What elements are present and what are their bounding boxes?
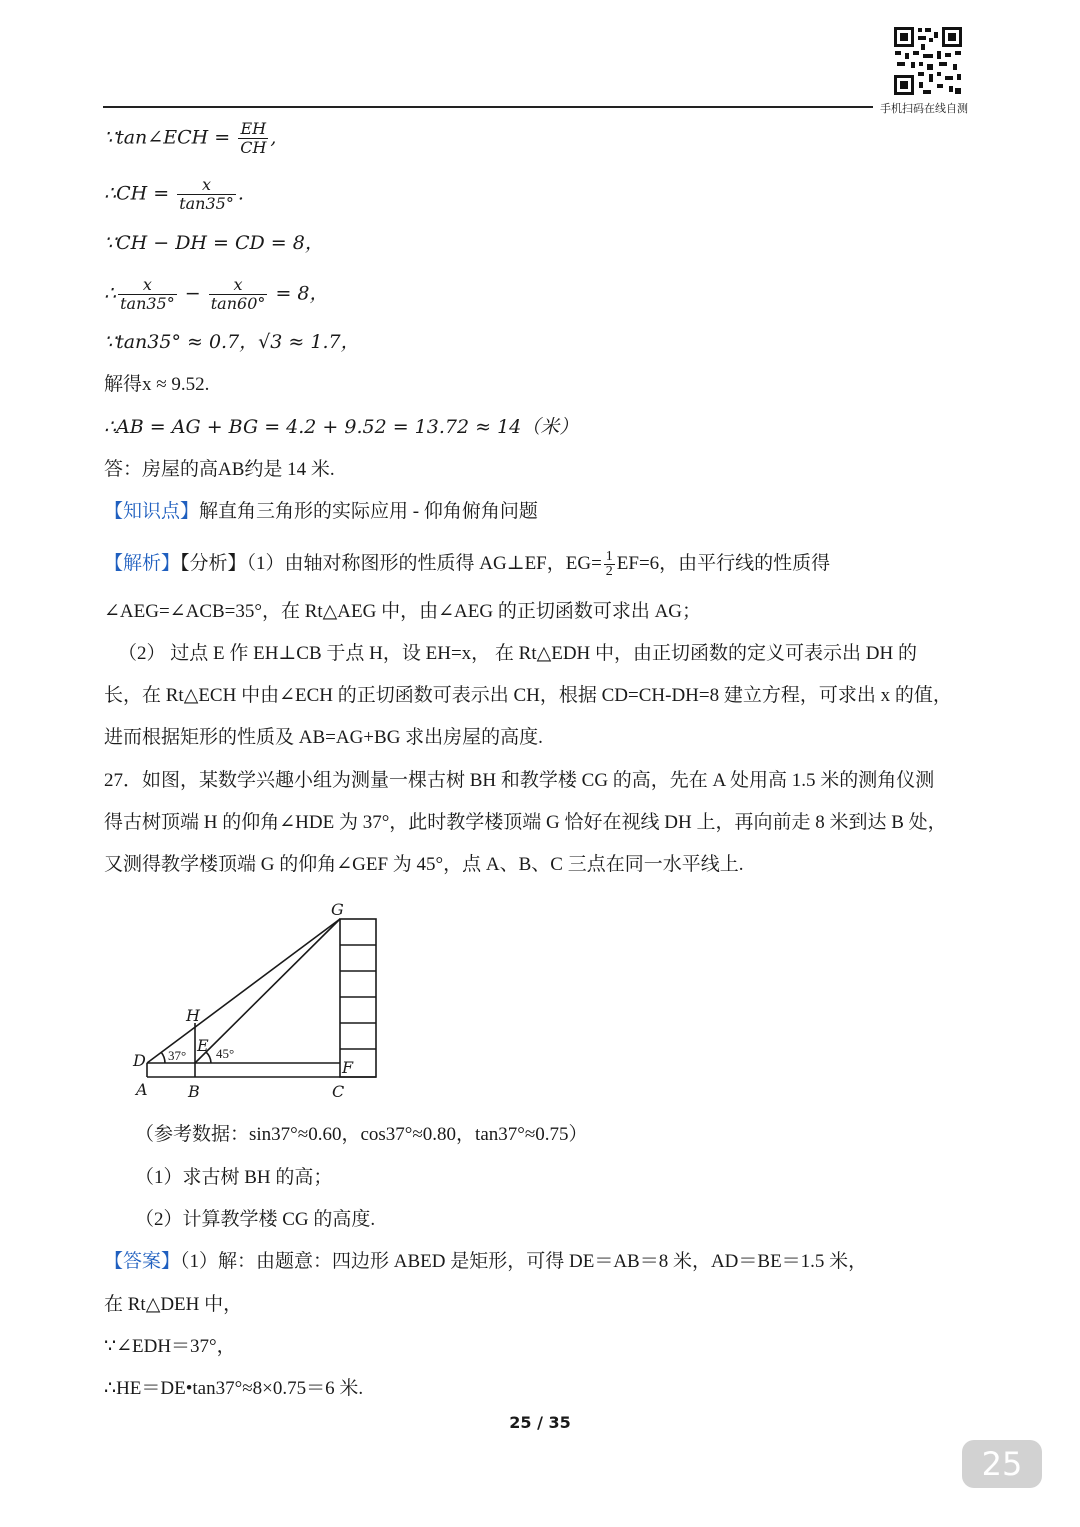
equation-text: − [184, 282, 201, 305]
equation-text: = 8， [275, 282, 329, 305]
fraction [209, 276, 268, 313]
analysis-line-2: ∠AEG=∠ACB=35°，在 Rt△AEG 中，由∠AEG 的正切函数可求出 AG； [104, 601, 702, 622]
answer-line-4: ∴HE＝DE•tan37°≈8×0.75＝6 米. [104, 1378, 364, 1399]
answer-text: （1）解：由题意：四边形 ABED 是矩形，可得 DE＝AB＝8 米，AD＝BE＝1.5 米， [180, 1251, 868, 1272]
equation-text: ∴ [104, 282, 117, 305]
equation-line-5: ∵tan35° ≈ 0.7，√3 ≈ 1.7， [104, 331, 360, 353]
equation-text: , [270, 126, 277, 149]
qr-caption: 手机扫码在线自测 [880, 102, 968, 115]
question-2: （2）计算教学楼 CG 的高度. [135, 1209, 376, 1230]
numerator: x [118, 276, 177, 295]
knowledge-tag: 【知识点】 [104, 501, 200, 522]
answer-line-3: ∵∠EDH＝37°， [104, 1336, 236, 1357]
equation-text: . [237, 182, 244, 205]
equation-line-1 [104, 120, 276, 157]
fraction [118, 276, 177, 313]
denominator: CH [240, 138, 267, 157]
equation-line-2 [104, 176, 244, 213]
page-number: 25 / 35 [509, 1413, 571, 1432]
equation-text: ∴CH = [104, 182, 170, 205]
label-e: E [197, 1036, 209, 1055]
denominator: tan35° [179, 194, 234, 213]
analysis-text: 【分析】（1）由轴对称图形的性质得 AG⊥EF，EG= [180, 552, 602, 574]
problem-line-3: 又测得教学楼顶端 G 的仰角∠GEF 为 45°，点 A、B、C 三点在同一水平线上. [104, 854, 744, 875]
fraction [177, 176, 236, 213]
analysis-line-5: 进而根据矩形的性质及 AB=AG+BG 求出房屋的高度. [104, 727, 543, 748]
label-a: A [136, 1080, 148, 1099]
angle-37-label: 37° [168, 1048, 187, 1063]
label-h: H [186, 1006, 200, 1025]
numerator: x [177, 176, 236, 195]
problem-line-2: 得古树顶端 H 的仰角∠HDE 为 37°，此时教学楼顶端 G 恰好在视线 DH 上，再向前走 8 米到达 B 处， [104, 812, 947, 833]
label-g: G [331, 900, 344, 919]
question-1: （1）求古树 BH 的高； [135, 1167, 333, 1188]
numerator: 1 [605, 549, 613, 564]
header-rule [103, 106, 873, 108]
angle-arc-37 [161, 1052, 165, 1063]
answer-line-2: 在 Rt△DEH 中， [104, 1294, 243, 1315]
reference-data: （参考数据：sin37°≈0.60，cos37°≈0.80，tan37°≈0.75） [135, 1124, 588, 1145]
equation-line-3: ∵CH − DH = CD = 8， [104, 232, 324, 254]
analysis-tag: 【解析】 [104, 552, 181, 574]
qr-code-icon [893, 26, 963, 96]
knowledge-text: 解直角三角形的实际应用 - 仰角俯角问题 [199, 501, 538, 522]
answer-summary: 答：房屋的高AB约是 14 米. [104, 459, 335, 480]
denominator: 2 [605, 564, 613, 579]
knowledge-point [104, 502, 538, 521]
numerator: EH [238, 120, 268, 139]
label-f: F [342, 1058, 354, 1077]
label-d: D [133, 1051, 146, 1070]
equation-line-6: 解得x ≈ 9.52. [104, 374, 210, 395]
denominator: tan35° [120, 294, 175, 313]
numerator: x [209, 276, 268, 295]
geometry-figure [128, 895, 388, 1105]
building-cg [340, 919, 376, 1077]
answer-tag: 【答案】 [104, 1251, 181, 1272]
equation-line-7: ∴AB = AG + BG = 4.2 + 9.52 = 13.72 ≈ 14（米） [104, 416, 579, 438]
sight-line-eg [195, 919, 340, 1063]
analysis-text: EF=6，由平行线的性质得 [616, 552, 831, 574]
equation-line-4 [104, 276, 329, 313]
analysis-line-4: 长，在 Rt△ECH 中由∠ECH 的正切函数可表示出 CH，根据 CD=CH-DH=8 建立方程，可求出 x 的值， [104, 685, 952, 706]
equation-text: ∵tan∠ECH = [104, 126, 231, 149]
sight-line-dg [147, 919, 340, 1063]
label-b: B [188, 1082, 200, 1101]
problem-line-1: 27．如图，某数学兴趣小组为测量一棵古树 BH 和教学楼 CG 的高，先在 A 处用高 1.5 米的测角仪测 [104, 770, 935, 791]
label-c: C [332, 1082, 345, 1101]
denominator: tan60° [210, 294, 266, 313]
analysis-line-3: （2） 过点 E 作 EH⊥CB 于点 H，设 EH=x， 在 Rt△EDH 中，由正切函数的定义可表示出 DH 的 [118, 643, 917, 664]
answer-line-1 [104, 1252, 867, 1271]
page-badge: 25 [962, 1440, 1042, 1488]
fraction [604, 550, 615, 579]
analysis-line-1 [104, 550, 830, 579]
fraction [238, 120, 268, 157]
angle-45-label: 45° [216, 1046, 235, 1061]
